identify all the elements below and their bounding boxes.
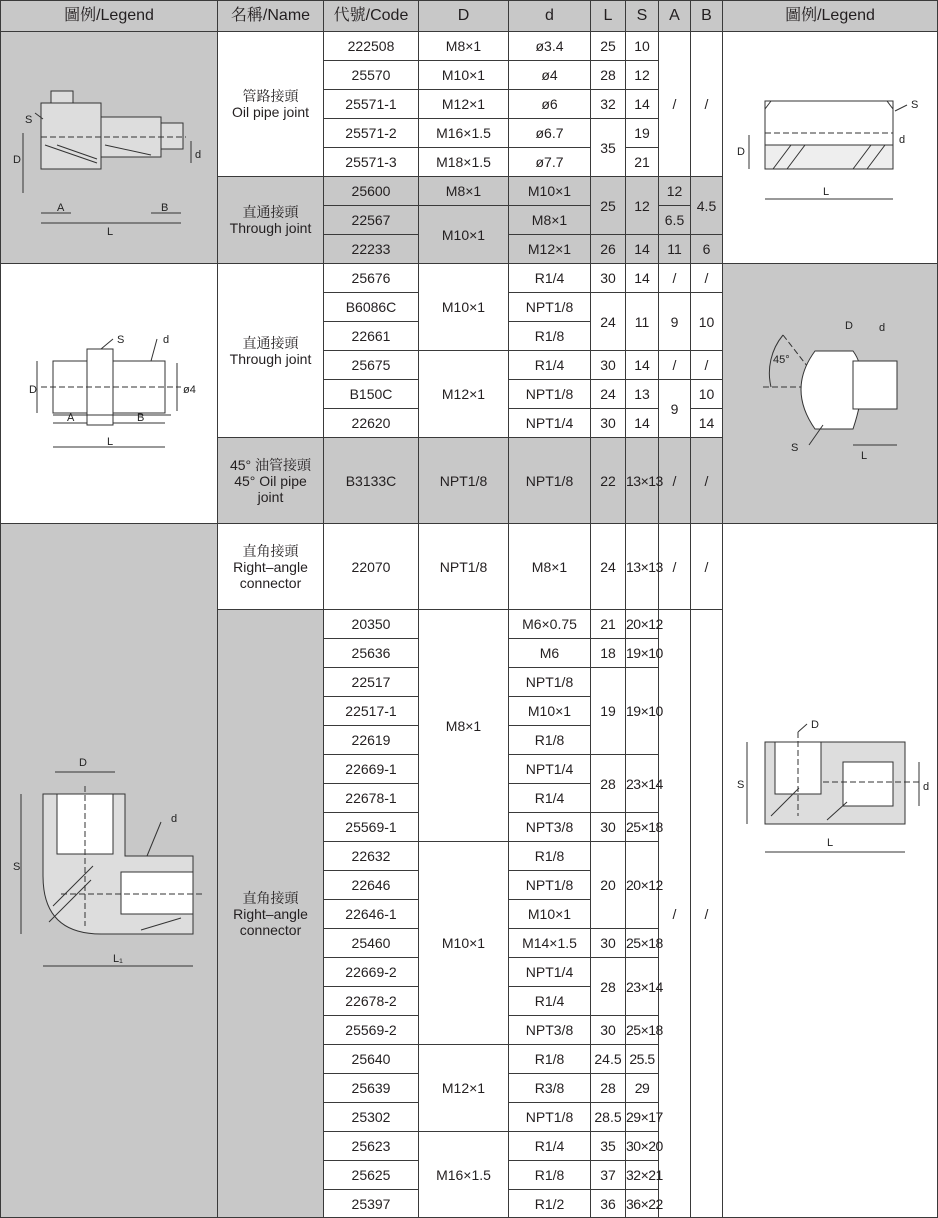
cell-d: NPT1/8	[509, 668, 591, 697]
cell-S: 10	[626, 32, 659, 61]
cell-S: 19×10	[626, 668, 659, 755]
cell-L: 36	[591, 1190, 626, 1218]
cell-code: 25571-2	[324, 119, 419, 148]
cell-code: 22632	[324, 842, 419, 871]
cell-d: R1/8	[509, 842, 591, 871]
cell-D: M12×1	[419, 90, 509, 119]
header-D: D	[419, 1, 509, 32]
legend-rasec-label-d: d	[923, 780, 930, 793]
cell-L: 28	[591, 755, 626, 813]
cell-d: M8×1	[509, 206, 591, 235]
oil-pipe-joint-drawing	[1, 33, 217, 263]
cell-A: /	[659, 438, 691, 524]
cell-D: M16×1.5	[419, 1132, 509, 1218]
cell-A: /	[659, 524, 691, 610]
cell-B: 4.5	[691, 177, 723, 235]
cell-L: 37	[591, 1161, 626, 1190]
cell-B: 6	[691, 235, 723, 264]
cell-A: /	[659, 351, 691, 380]
legend-label-B: B	[161, 201, 169, 214]
right-angle-elbow-drawing	[1, 526, 217, 1216]
legend-elbow-label-L1: L₁	[113, 952, 123, 965]
cell-code: 22517	[324, 668, 419, 697]
legend-45-label-deg: 45°	[773, 353, 790, 366]
header-L: L	[591, 1, 626, 32]
legend-elbow-label-S: S	[13, 860, 21, 873]
cell-d: M6×0.75	[509, 610, 591, 639]
cell-code: 22646-1	[324, 900, 419, 929]
cell-L: 28	[591, 958, 626, 1016]
cell-S: 19×10	[626, 639, 659, 668]
cell-L: 30	[591, 813, 626, 842]
cell-d: R3/8	[509, 1074, 591, 1103]
cell-L: 24	[591, 380, 626, 409]
cell-S: 13	[626, 380, 659, 409]
cell-D: M8×1	[419, 177, 509, 206]
cell-code: 25571-1	[324, 90, 419, 119]
cell-D: M10×1	[419, 842, 509, 1045]
cell-L: 20	[591, 842, 626, 929]
name-right-angle-connector: 直角接頭 Right–angle connector	[218, 524, 324, 610]
header-B: B	[691, 1, 723, 32]
cell-d: ø7.7	[509, 148, 591, 177]
legend-through-label-A: A	[67, 411, 75, 424]
cell-d: M10×1	[509, 177, 591, 206]
cell-S: 23×14	[626, 958, 659, 1016]
cell-S: 25×18	[626, 929, 659, 958]
cell-d: NPT1/4	[509, 409, 591, 438]
cell-S: 23×14	[626, 755, 659, 813]
legend-label-A: A	[57, 201, 65, 214]
cell-B: /	[691, 438, 723, 524]
cell-code: 25625	[324, 1161, 419, 1190]
legend-through-label-B: B	[137, 411, 145, 424]
name-through-joint: 直通接頭 Through joint	[218, 177, 324, 264]
legend-oil-pipe-joint-diagram	[1, 32, 218, 264]
header-code: 代號/Code	[324, 1, 419, 32]
cell-code: 25569-1	[324, 813, 419, 842]
cell-d: NPT1/8	[509, 438, 591, 524]
cell-code: 25302	[324, 1103, 419, 1132]
cell-S: 14	[626, 351, 659, 380]
cell-code: 22070	[324, 524, 419, 610]
cell-d: NPT1/4	[509, 755, 591, 784]
cell-B: /	[691, 264, 723, 293]
legend-through-label-S: S	[117, 333, 125, 346]
legend-through-label-d: d	[163, 333, 170, 346]
cell-L: 26	[591, 235, 626, 264]
cell-A: 9	[659, 293, 691, 351]
cell-S: 13×13	[626, 438, 659, 524]
cell-d: R1/4	[509, 987, 591, 1016]
cell-L: 30	[591, 351, 626, 380]
name-oil-pipe-joint: 管路接頭 Oil pipe joint	[218, 32, 324, 177]
cell-code: B6086C	[324, 293, 419, 322]
cell-d: R1/8	[509, 726, 591, 755]
legend-right-label-d: d	[899, 133, 906, 146]
cell-code: 25460	[324, 929, 419, 958]
legend-through-label-D: D	[29, 383, 37, 396]
cell-code: 25639	[324, 1074, 419, 1103]
cell-code: 22669-2	[324, 958, 419, 987]
cell-L: 30	[591, 409, 626, 438]
legend-right-label-D: D	[737, 145, 745, 158]
cell-L: 19	[591, 668, 626, 755]
cell-code: 25623	[324, 1132, 419, 1161]
through-joint-drawing	[1, 265, 217, 523]
cell-code: 25570	[324, 61, 419, 90]
cell-code: 22517-1	[324, 697, 419, 726]
cell-code: 22567	[324, 206, 419, 235]
cell-S: 11	[626, 293, 659, 351]
legend-through-label-phi4: ø4	[183, 383, 196, 396]
table-row	[1, 524, 938, 610]
cell-L: 25	[591, 177, 626, 235]
cell-d: M10×1	[509, 900, 591, 929]
cell-L: 24	[591, 524, 626, 610]
cell-code: 22661	[324, 322, 419, 351]
cell-S: 14	[626, 264, 659, 293]
cell-d: ø6	[509, 90, 591, 119]
cell-B: /	[691, 524, 723, 610]
cell-A: 6.5	[659, 206, 691, 235]
header-legend: 圖例/Legend	[1, 1, 218, 32]
cell-d: R1/2	[509, 1190, 591, 1218]
table-row	[1, 264, 938, 293]
cell-A: 11	[659, 235, 691, 264]
cell-code: 222508	[324, 32, 419, 61]
cell-D: NPT1/8	[419, 438, 509, 524]
cell-B: /	[691, 351, 723, 380]
cell-d: NPT3/8	[509, 1016, 591, 1045]
cell-d: R1/4	[509, 264, 591, 293]
cell-L: 32	[591, 90, 626, 119]
cell-code: B150C	[324, 380, 419, 409]
legend-elbow-label-d: d	[171, 812, 178, 825]
cell-d: R1/8	[509, 322, 591, 351]
cell-code: 22646	[324, 871, 419, 900]
cell-L: 21	[591, 610, 626, 639]
cell-d: R1/4	[509, 351, 591, 380]
cell-L: 28	[591, 1074, 626, 1103]
cell-S: 25×18	[626, 813, 659, 842]
table-row	[1, 32, 938, 61]
cell-D: M8×1	[419, 610, 509, 842]
name-right-angle-connector-2: 直角接頭 Right–angle connector	[218, 610, 324, 1218]
cell-S: 29×17	[626, 1103, 659, 1132]
cell-d: M10×1	[509, 697, 591, 726]
legend-right-45deg	[723, 264, 938, 524]
legend-rasec-label-L: L	[827, 836, 834, 849]
cell-L: 30	[591, 929, 626, 958]
legend-label-L: L	[107, 225, 114, 238]
cell-d: M8×1	[509, 524, 591, 610]
cell-L: 28.5	[591, 1103, 626, 1132]
cell-code: 22678-1	[324, 784, 419, 813]
cell-d: NPT1/8	[509, 380, 591, 409]
cell-S: 14	[626, 409, 659, 438]
cell-code: B3133C	[324, 438, 419, 524]
cell-S: 12	[626, 61, 659, 90]
cell-L: 24	[591, 293, 626, 351]
cell-B: /	[691, 32, 723, 177]
cell-d: R1/8	[509, 1161, 591, 1190]
legend-45-label-d: d	[879, 321, 886, 334]
cell-S: 20×12	[626, 610, 659, 639]
cell-D: M8×1	[419, 32, 509, 61]
legend-right-label-L: L	[823, 185, 830, 198]
cell-L: 30	[591, 264, 626, 293]
cell-d: R1/4	[509, 784, 591, 813]
legend-through-joint-diagram	[1, 264, 218, 524]
header-A: A	[659, 1, 691, 32]
cell-S: 19	[626, 119, 659, 148]
cell-L: 35	[591, 119, 626, 177]
cell-L: 25	[591, 32, 626, 61]
cell-S: 20×12	[626, 842, 659, 929]
cell-d: ø3.4	[509, 32, 591, 61]
cell-d: R1/4	[509, 1132, 591, 1161]
header-S: S	[626, 1, 659, 32]
legend-right-label-S: S	[911, 98, 919, 111]
cell-S: 13×13	[626, 524, 659, 610]
cell-D: M12×1	[419, 351, 509, 438]
cell-d: M6	[509, 639, 591, 668]
cell-B: 10	[691, 293, 723, 351]
cell-code: 25636	[324, 639, 419, 668]
cell-B: 14	[691, 409, 723, 438]
cell-d: M14×1.5	[509, 929, 591, 958]
right-angle-section-drawing	[723, 526, 937, 1216]
cell-D: M16×1.5	[419, 119, 509, 148]
cell-L: 22	[591, 438, 626, 524]
cell-L: 18	[591, 639, 626, 668]
cell-A: /	[659, 32, 691, 177]
cell-d: NPT1/4	[509, 958, 591, 987]
cell-D: M18×1.5	[419, 148, 509, 177]
legend-rasec-label-D: D	[811, 718, 819, 731]
cell-code: 25397	[324, 1190, 419, 1218]
cell-code: 22619	[324, 726, 419, 755]
header-d: d	[509, 1, 591, 32]
cell-S: 29	[626, 1074, 659, 1103]
cell-S: 14	[626, 235, 659, 264]
legend-through-label-L: L	[107, 435, 114, 448]
cell-L: 30	[591, 1016, 626, 1045]
cell-S: 25.5	[626, 1045, 659, 1074]
legend-label-d: d	[195, 148, 202, 161]
cell-D: M10×1	[419, 61, 509, 90]
cell-code: 22669-1	[324, 755, 419, 784]
legend-elbow-label-D: D	[79, 756, 87, 769]
cell-A: /	[659, 264, 691, 293]
oil-pipe-joint-section-drawing	[723, 33, 937, 263]
cell-code: 25675	[324, 351, 419, 380]
cell-code: 25571-3	[324, 148, 419, 177]
cell-code: 22678-2	[324, 987, 419, 1016]
cell-D: M12×1	[419, 1045, 509, 1132]
legend-45-label-S: S	[791, 441, 799, 454]
cell-S: 14	[626, 90, 659, 119]
cell-A: 9	[659, 380, 691, 438]
cell-code: 25640	[324, 1045, 419, 1074]
cell-code: 20350	[324, 610, 419, 639]
cell-code: 22233	[324, 235, 419, 264]
legend-right-angle-diagram	[1, 524, 218, 1218]
cell-S: 12	[626, 177, 659, 235]
cell-D: NPT1/8	[419, 524, 509, 610]
cell-d: ø4	[509, 61, 591, 90]
legend-right-right-angle	[723, 524, 938, 1218]
legend-rasec-label-S: S	[737, 778, 745, 791]
legend-45-label-L: L	[861, 449, 868, 462]
cell-d: M12×1	[509, 235, 591, 264]
45deg-joint-drawing	[723, 265, 937, 523]
cell-code: 22620	[324, 409, 419, 438]
cell-d: NPT1/8	[509, 293, 591, 322]
cell-B: 10	[691, 380, 723, 409]
header-row	[1, 1, 938, 32]
cell-code: 25676	[324, 264, 419, 293]
cell-L: 24.5	[591, 1045, 626, 1074]
cell-S: 25×18	[626, 1016, 659, 1045]
cell-L: 35	[591, 1132, 626, 1161]
cell-d: NPT1/8	[509, 871, 591, 900]
cell-S: 30×20	[626, 1132, 659, 1161]
cell-d: R1/8	[509, 1045, 591, 1074]
cell-code: 25600	[324, 177, 419, 206]
legend-label-S: S	[25, 113, 33, 126]
name-through-joint-2: 直通接頭 Through joint	[218, 264, 324, 438]
cell-L: 28	[591, 61, 626, 90]
cell-code: 25569-2	[324, 1016, 419, 1045]
cell-D: M10×1	[419, 264, 509, 351]
cell-d: ø6.7	[509, 119, 591, 148]
header-legend-right: 圖例/Legend	[723, 1, 938, 32]
cell-A: /	[659, 610, 691, 1218]
cell-d: NPT3/8	[509, 813, 591, 842]
legend-label-D: D	[13, 153, 21, 166]
cell-D: M10×1	[419, 206, 509, 264]
cell-d: NPT1/8	[509, 1103, 591, 1132]
cell-B: /	[691, 610, 723, 1218]
legend-45-label-D: D	[845, 319, 853, 332]
name-45deg-oil-pipe-joint: 45° 油管接頭 45° Oil pipe joint	[218, 438, 324, 524]
cell-A: 12	[659, 177, 691, 206]
cell-S: 32×21	[626, 1161, 659, 1190]
cell-S: 21	[626, 148, 659, 177]
header-name: 名稱/Name	[218, 1, 324, 32]
legend-right-oil-pipe-joint	[723, 32, 938, 264]
cell-S: 36×22	[626, 1190, 659, 1218]
